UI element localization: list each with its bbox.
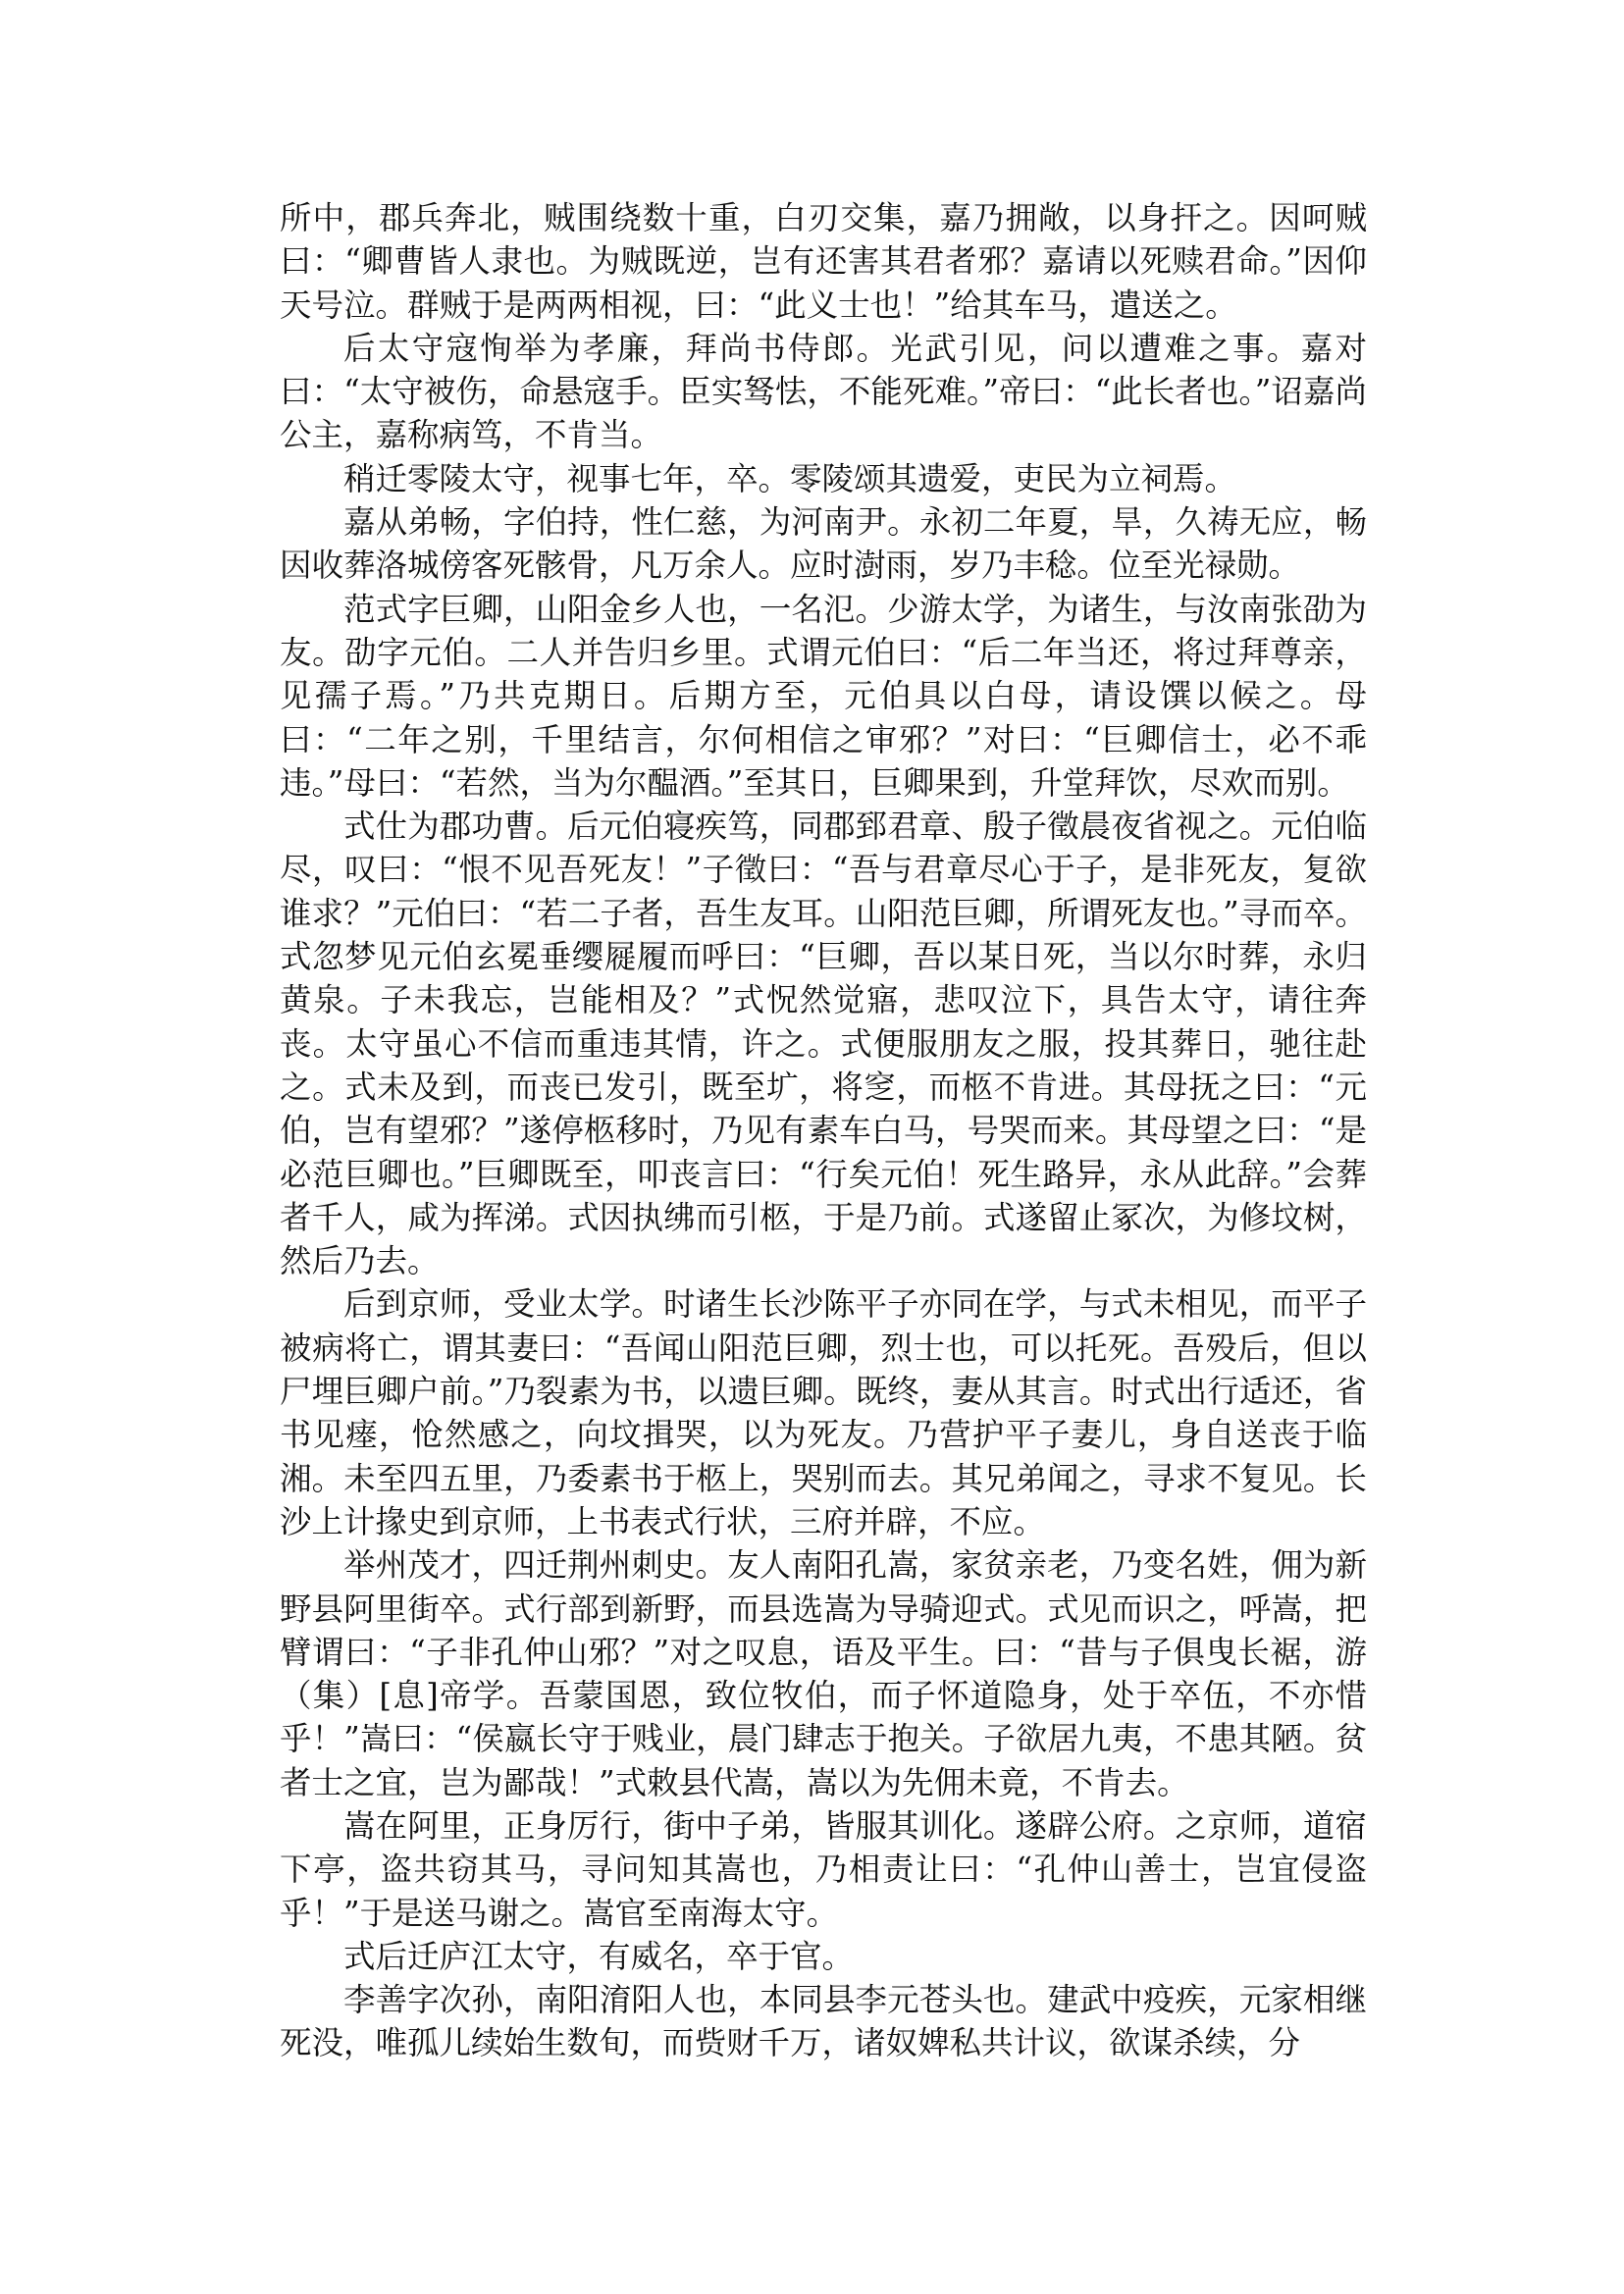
paragraph-3: 稍迁零陵太守，视事七年，卒。零陵颂其遗爱，吏民为立祠焉。 (343, 459, 1237, 497)
paragraph-11: 李善字次孙，南阳淯阳人也，本同县李元苍头也。建武中疫疾，元家相继死没，唯孤儿续始生数旬，而赀财千万，诸奴婢私共计议，欲谋杀续，分 (280, 1981, 1367, 2062)
paragraph-1: 所中，郡兵奔北，贼围绕数十重，白刃交集，嘉乃拥敞，以身扞之。因呵贼曰：“卿曹皆人隶也。为贼既逆，岂有还害其君者邪？嘉请以死赎君命。”因仰天号泣。群贼于是两两相视，曰：“此义士也！”给其车马，遣送之。 (280, 199, 1367, 324)
paragraph-2: 后太守寇恂举为孝廉，拜尚书侍郎。光武引见，问以遭难之事。嘉对曰：“太守被伤，命悬寇手。臣实驽怯，不能死难。”帝曰：“此长者也。”诏嘉尚公主，嘉称病笃，不肯当。 (280, 329, 1367, 454)
paragraph-6: 式仕为郡功曹。后元伯寝疾笃，同郡郅君章、殷子徵晨夜省视之。元伯临尽，叹曰：“恨不见吾死友！”子徵曰：“吾与君章尽心于子，是非死友，复欲谁求？”元伯曰：“若二子者，吾生友耳。山阳范巨卿，所谓死友也。”寻而卒。式忽梦见元伯玄冕垂缨屣履而呼曰：“巨卿，吾以某日死，当以尔时葬，永归黄泉。子未我忘，岂能相及？”式怳然觉寤，悲叹泣下，具告太守，请往奔丧。太守虽心不信而重违其情，许之。式便服朋友之服，投其葬日，驰往赴之。式未及到，而丧已发引，既至圹，将窆，而柩不肯进。其母抚之曰：“元伯，岂有望邪？”遂停柩移时，乃见有素车白马，号哭而来。其母望之曰：“是必范巨卿也。”巨卿既至，叩丧言曰：“行矣元伯！死生路异，永从此辞。”会葬者千人，咸为挥涕。式因执绋而引柩，于是乃前。式遂留止冢次，为修坟树，然后乃去。 (280, 808, 1367, 1280)
paragraph-4: 嘉从弟畅，字伯持，性仁慈，为河南尹。永初二年夏，旱，久祷无应，畅因收葬洛城傍客死骸骨，凡万余人。应时澍雨，岁乃丰稔。位至光禄勋。 (280, 503, 1367, 585)
paragraph-5: 范式字巨卿，山阳金乡人也，一名氾。少游太学，为诸生，与汝南张劭为友。劭字元伯。二人并告归乡里。式谓元伯曰：“后二年当还，将过拜尊亲，见孺子焉。”乃共克期日。后期方至，元伯具以白母，请设馔以候之。母曰：“二年之别，千里结言，尔何相信之审邪？”对曰：“巨卿信士，必不乖违。”母曰：“若然，当为尔醖酒。”至其日，巨卿果到，升堂拜饮，尽欢而别。 (280, 590, 1367, 802)
paragraph-7: 后到京师，受业太学。时诸生长沙陈平子亦同在学，与式未相见，而平子被病将亡，谓其妻曰：“吾闻山阳范巨卿，烈士也，可以托死。吾殁后，但以尸埋巨卿户前。”乃裂素为书，以遗巨卿。既终，妻从其言。时式出行适还，省书见瘗，怆然感之，向坟揖哭，以为死友。乃营护平子妻儿，身自送丧于临湘。未至四五里，乃委素书于柩上，哭别而去。其兄弟闻之，寻求不复见。长沙上计掾史到京师，上书表式行状，三府并辟，不应。 (280, 1285, 1367, 1540)
paragraph-8: 举州茂才，四迁荆州刺史。友人南阳孔嵩，家贫亲老，乃变名姓，佣为新野县阿里街卒。式行部到新野，而县选嵩为导骑迎式。式见而识之，呼嵩，把臂谓曰：“子非孔仲山邪？”对之叹息，语及平生。曰：“昔与子俱曳长裾，游（集）[息]帝学。吾蒙国恩，致位牧伯，而子怀道隐身，处于卒伍，不亦惜乎！”嵩曰：“侯嬴长守于贱业，晨门肆志于抱关。子欲居九夷，不患其陋。贫者士之宜，岂为鄙哉！”式敕县代嵩，嵩以为先佣未竟，不肯去。 (280, 1546, 1367, 1801)
document-page (280, 196, 1367, 2065)
paragraph-9: 嵩在阿里，正身厉行，街中子弟，皆服其训化。遂辟公府。之京师，道宿下亭，盗共窃其马，寻问知其嵩也，乃相责让曰：“孔仲山善士，岂宜侵盗乎！”于是送马谢之。嵩官至南海太守。 (280, 1806, 1367, 1932)
paragraph-10: 式后迁庐江太守，有威名，卒于官。 (343, 1937, 855, 1975)
